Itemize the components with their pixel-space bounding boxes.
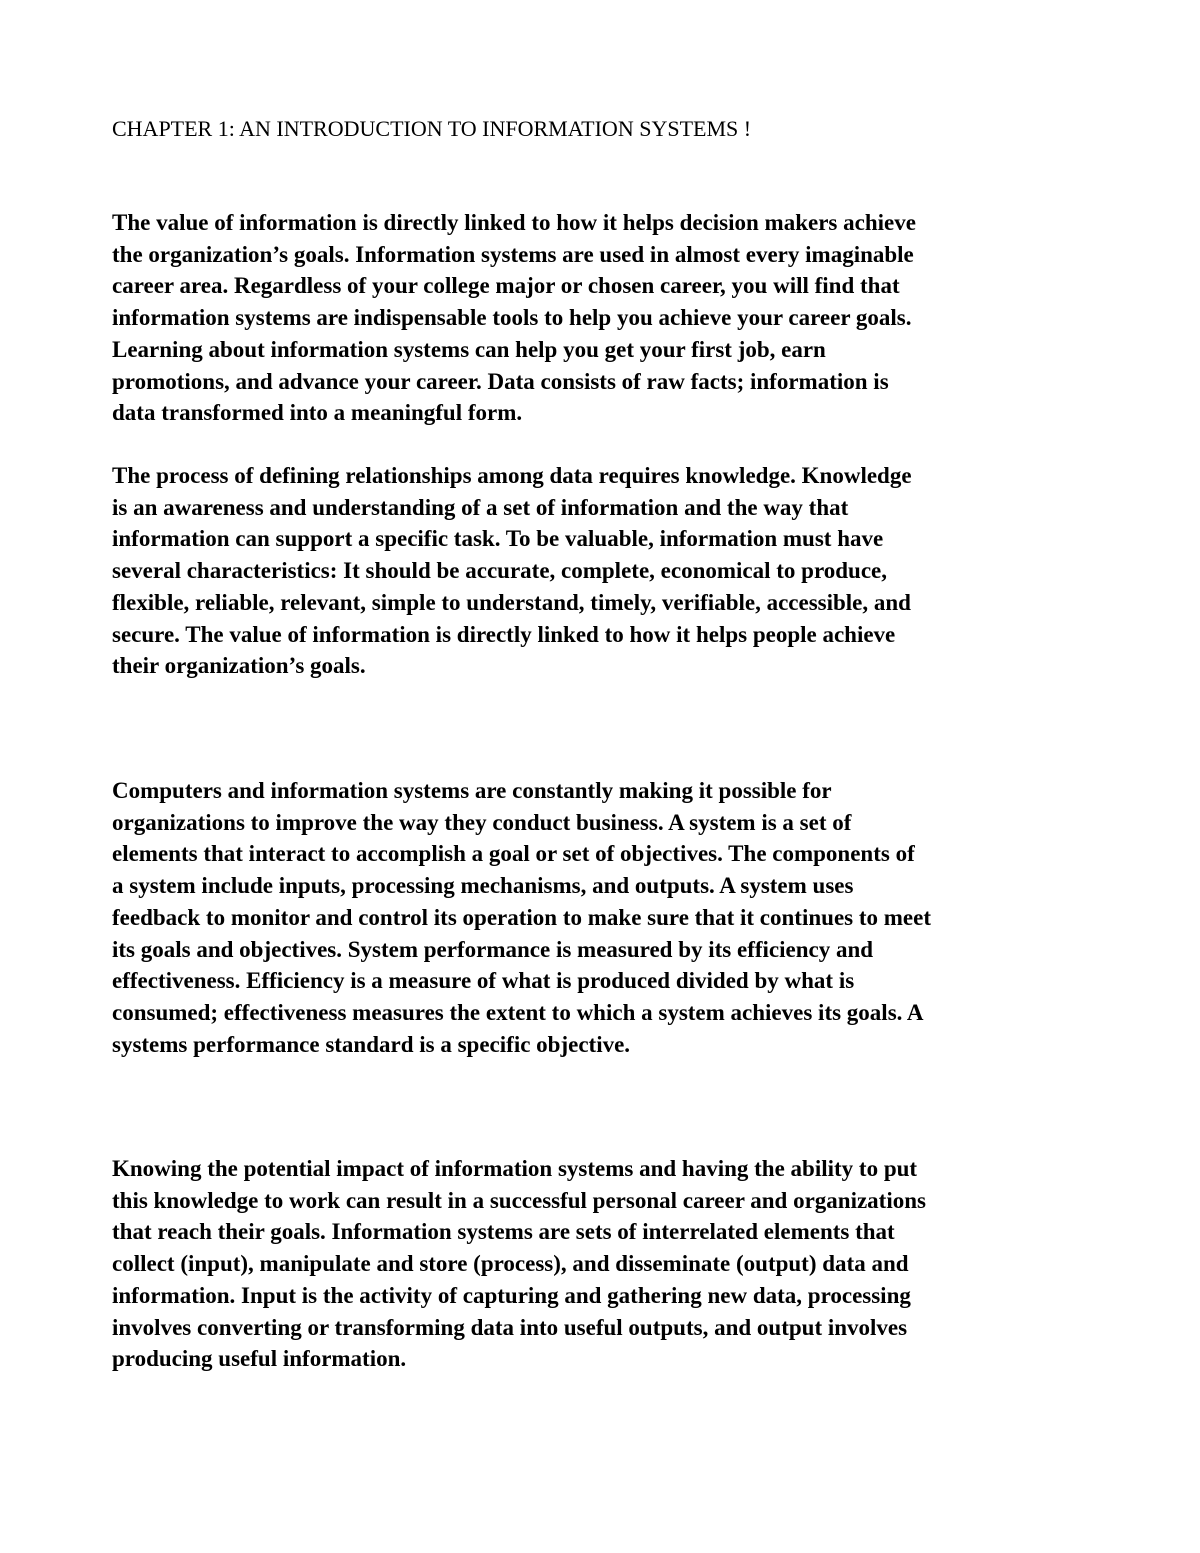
text-line: feedback to monitor and control its operation to make sure that it continues to meet	[112, 904, 931, 930]
text-line: career area. Regardless of your college major or chosen career, you will find that	[112, 273, 900, 299]
text-line: data transformed into a meaningful form.	[112, 400, 523, 426]
text-line: a system include inputs, processing mechanisms, and outputs. A system uses	[112, 873, 854, 899]
text-line: producing useful information.	[112, 1346, 407, 1372]
paragraph-value-of-information	[112, 207, 1102, 429]
text-line: flexible, reliable, relevant, simple to understand, timely, verifiable, accessible, and	[112, 589, 911, 615]
text-line: Computers and information systems are constantly making it possible for	[112, 778, 832, 803]
text-line: promotions, and advance your career. Data consists of raw facts; information is	[112, 368, 889, 394]
text-line: Knowing the potential impact of information systems and having the ability to put	[112, 1156, 918, 1181]
text-line: that reach their goals. Information systems are sets of interrelated elements that	[112, 1219, 895, 1245]
text-line: elements that interact to accomplish a goal or set of objectives. The components of	[112, 841, 915, 867]
paragraph-knowledge	[112, 460, 1102, 682]
text-line: consumed; effectiveness measures the extent to which a system achieves its goals. A	[112, 999, 924, 1025]
text-line: is an awareness and understanding of a set of information and the way that	[112, 494, 849, 520]
text-line: involves converting or transforming data into useful outputs, and output involves	[112, 1314, 908, 1340]
paragraph-systems	[112, 775, 1102, 1060]
text-line: effectiveness. Efficiency is a measure of what is produced divided by what is	[112, 968, 855, 994]
text-line: several characteristics: It should be accurate, complete, economical to produce,	[112, 558, 888, 584]
text-line: information. Input is the activity of capturing and gathering new data, processing	[112, 1282, 911, 1308]
text-line: the organization’s goals. Information systems are used in almost every imaginable	[112, 241, 914, 267]
text-line: this knowledge to work can result in a successful personal career and organizations	[112, 1187, 926, 1213]
paragraph-information-systems-impact	[112, 1153, 1102, 1375]
text-line: organizations to improve the way they conduct business. A system is a set of	[112, 809, 852, 835]
text-line: information systems are indispensable tools to help you achieve your career goals.	[112, 305, 912, 331]
text-line: collect (input), manipulate and store (process), and disseminate (output) data and	[112, 1251, 909, 1277]
text-line: The process of defining relationships among data requires knowledge. Knowledge	[112, 463, 912, 488]
chapter-title: CHAPTER 1: AN INTRODUCTION TO INFORMATION SYSTEMS !	[112, 116, 752, 141]
text-line: its goals and objectives. System performance is measured by its efficiency and	[112, 936, 874, 962]
text-line: The value of information is directly linked to how it helps decision makers achieve	[112, 210, 916, 235]
text-line: secure. The value of information is directly linked to how it helps people achieve	[112, 621, 896, 647]
text-line: systems performance standard is a specific objective.	[112, 1031, 631, 1057]
text-line: their organization’s goals.	[112, 653, 366, 679]
text-line: information can support a specific task. To be valuable, information must have	[112, 526, 884, 552]
text-line: Learning about information systems can help you get your first job, earn	[112, 336, 826, 362]
